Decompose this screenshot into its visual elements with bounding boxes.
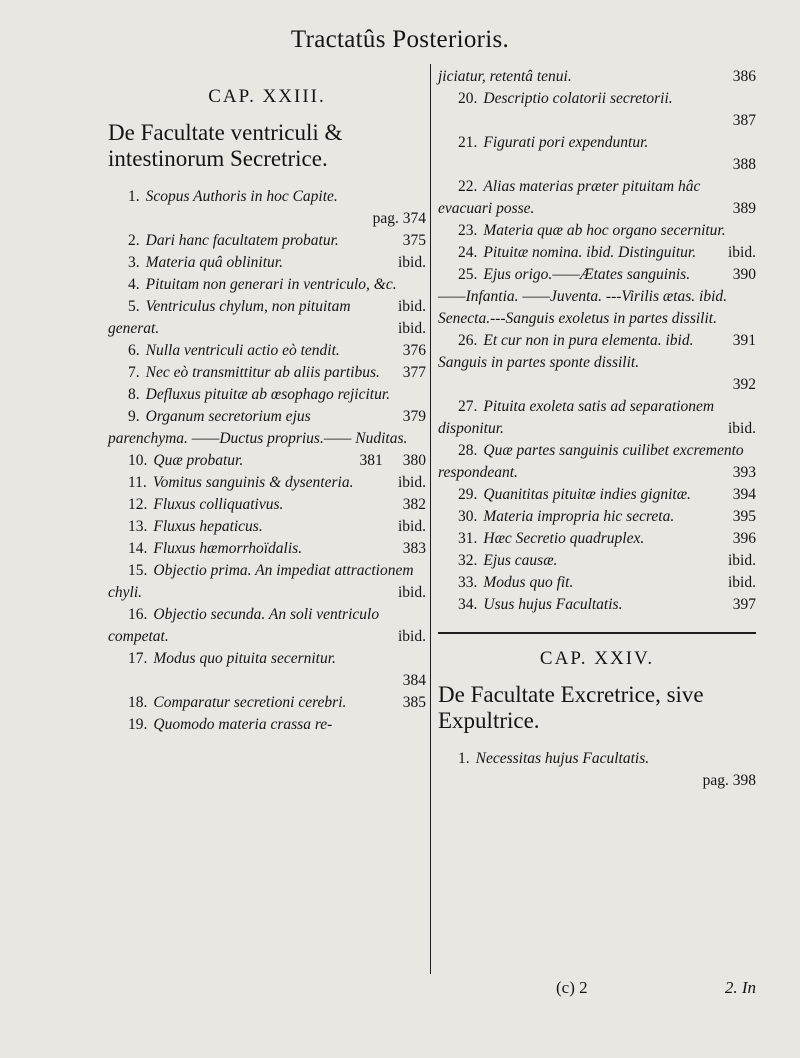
entry-text: Materia quæ ab hoc organo secernitur. bbox=[483, 222, 726, 239]
toc-entry bbox=[438, 572, 756, 594]
entry-page: 397 bbox=[732, 596, 756, 613]
entry-text: Quanititas pituitæ indies gignitæ. bbox=[483, 486, 691, 503]
chapter-title: De Facultate ventriculi & intestinorum Secretrice. bbox=[108, 120, 343, 171]
entry-page: ibid. bbox=[398, 584, 426, 601]
toc-entry bbox=[108, 692, 426, 714]
left-column bbox=[108, 66, 426, 1028]
entry-text: Nec eò transmittitur ab aliis partibus. bbox=[145, 364, 380, 381]
entry-text: Alias materias præter pituitam hâc evacuari posse. bbox=[438, 178, 701, 217]
entry-number: 4. bbox=[128, 276, 140, 293]
entry-number: 24. bbox=[458, 244, 478, 261]
entry-number: 30. bbox=[458, 508, 478, 525]
entry-number: 23. bbox=[458, 222, 478, 239]
entry-text: Fluxus colliquativus. bbox=[153, 496, 284, 513]
entry-number: 6. bbox=[128, 342, 140, 359]
entry-text: Defluxus pituitæ ab œsophago rejicitur. bbox=[145, 386, 391, 403]
entry-text: Ejus origo.——Ætates sanguinis. ——Infantia. ——Juventa. ---Virilis ætas. ibid. Senecta.---Sanguis exoletus in partes dissilit. bbox=[438, 266, 728, 327]
entry-number: 1. bbox=[128, 188, 140, 205]
toc-entry bbox=[108, 274, 426, 315]
entry-page: 380 bbox=[402, 452, 426, 469]
entry-number: 20. bbox=[458, 90, 478, 107]
entry-text: Fluxus hæmorrhoïdalis. bbox=[153, 540, 303, 557]
entry-page: ibid. bbox=[728, 552, 756, 569]
toc-entry bbox=[108, 362, 426, 384]
entry-number: 13. bbox=[128, 518, 148, 535]
entry-number: 15. bbox=[128, 562, 148, 579]
entry-page: 381 bbox=[359, 452, 383, 469]
entry-page: 376 bbox=[402, 342, 426, 359]
entry-text: Scopus Authoris in hoc Capite. bbox=[145, 188, 338, 205]
entry-page: pag. 398 bbox=[702, 772, 756, 789]
signature-mark: (c) 2 bbox=[556, 978, 588, 997]
entry-text: Materia impropria hic secreta. bbox=[483, 508, 675, 525]
left-entry-list bbox=[108, 186, 426, 736]
entry-text: Quæ partes sanguinis cuilibet excremento respondeant. bbox=[438, 442, 744, 481]
entry-text: Modus quo pituita secernitur. bbox=[153, 650, 336, 667]
entry-text: Comparatur secretioni cerebri. bbox=[153, 694, 347, 711]
running-head: Tractatûs Posterioris. bbox=[290, 26, 510, 53]
entry-number: 1. bbox=[458, 750, 470, 767]
entry-text: Vomitus sanguinis & dysenteria. bbox=[152, 474, 354, 491]
toc-entry bbox=[108, 604, 426, 648]
entry-number: 9. bbox=[128, 408, 140, 425]
entry-page: 387 bbox=[732, 112, 756, 129]
entry-number: 19. bbox=[128, 716, 148, 733]
entry-page: 396 bbox=[732, 530, 756, 547]
entry-number: 17. bbox=[128, 650, 148, 667]
entry-page: 385 bbox=[402, 694, 426, 711]
toc-entry bbox=[108, 648, 426, 692]
toc-entry bbox=[108, 384, 426, 425]
toc-entry bbox=[438, 594, 756, 616]
toc-entry bbox=[108, 230, 426, 252]
entry-text: Et cur non in pura elementa. ibid. Sanguis in partes sponte dissilit. bbox=[438, 332, 694, 371]
entry-text: Nulla ventriculi actio eò tendit. bbox=[145, 342, 340, 359]
entry-number: 5. bbox=[128, 298, 140, 315]
entry-number: 22. bbox=[458, 178, 478, 195]
entry-page: 389 bbox=[732, 200, 756, 217]
toc-entry bbox=[438, 484, 756, 506]
entry-page: 394 bbox=[732, 486, 756, 503]
entry-text: Objectio secunda. An soli ventriculo competat. bbox=[108, 606, 380, 645]
entry-page: 388 bbox=[732, 156, 756, 173]
entry-text: Materia quâ oblinitur. bbox=[145, 254, 283, 271]
entry-text: Usus hujus Facultatis. bbox=[483, 596, 623, 613]
toc-entry bbox=[108, 560, 426, 604]
entry-page: 395 bbox=[732, 508, 756, 525]
toc-entry bbox=[438, 176, 756, 220]
toc-entry bbox=[108, 340, 426, 362]
entry-page: 393 bbox=[732, 464, 756, 481]
entry-page: ibid. bbox=[398, 320, 426, 337]
toc-entry bbox=[438, 88, 756, 132]
chapter-heading: CAP. XXIV. bbox=[539, 648, 655, 669]
toc-entry bbox=[108, 516, 426, 538]
entry-text: Dari hanc facultatem probatur. bbox=[145, 232, 339, 249]
entry-page: 379 bbox=[402, 408, 426, 425]
entry-page: 386 bbox=[732, 68, 756, 85]
entry-number: 12. bbox=[128, 496, 148, 513]
toc-entry bbox=[108, 186, 426, 230]
toc-entry bbox=[108, 472, 426, 494]
entry-number: 27. bbox=[458, 398, 478, 415]
entry-number: 10. bbox=[128, 452, 148, 469]
toc-entry bbox=[108, 714, 426, 736]
entry-number: 14. bbox=[128, 540, 148, 557]
entry-page: ibid. bbox=[398, 298, 426, 315]
entry-number: 33. bbox=[458, 574, 478, 591]
entry-text: Hæc Secretio quadruplex. bbox=[483, 530, 645, 547]
entry-page: 377 bbox=[402, 364, 426, 381]
chapter-heading: CAP. XXIII. bbox=[208, 86, 326, 107]
toc-entry bbox=[438, 132, 756, 176]
entry-number: 32. bbox=[458, 552, 478, 569]
right-entry-list bbox=[438, 88, 756, 616]
entry-text: Objectio prima. An impediat attractionem chyli. bbox=[108, 562, 414, 601]
entry-number: 26. bbox=[458, 332, 478, 349]
entry-text: Ventriculus chylum, non pituitam generat. bbox=[108, 298, 351, 337]
entry-page: 383 bbox=[402, 540, 426, 557]
toc-entry bbox=[438, 748, 756, 792]
entry-page: 375 bbox=[402, 232, 426, 249]
entry-text: Necessitas hujus Facultatis. bbox=[475, 750, 650, 767]
toc-entry-continuation bbox=[438, 66, 756, 88]
entry-number: 11. bbox=[128, 474, 147, 491]
entry-number: 21. bbox=[458, 134, 478, 151]
right-column bbox=[438, 66, 756, 1028]
entry-number: 31. bbox=[458, 530, 478, 547]
toc-entry bbox=[438, 396, 756, 440]
entry-number: 8. bbox=[128, 386, 140, 403]
toc-entry bbox=[108, 450, 426, 472]
entry-page: ibid. bbox=[398, 518, 426, 535]
entry-page: 391 bbox=[732, 332, 756, 349]
entry-text: Quæ probatur. bbox=[153, 452, 244, 469]
entry-page: ibid. bbox=[728, 420, 756, 437]
entry-number: 34. bbox=[458, 596, 478, 613]
entry-number: 16. bbox=[128, 606, 148, 623]
entry-page: ibid. bbox=[398, 474, 426, 491]
entry-page: ibid. bbox=[728, 574, 756, 591]
entry-page: 384 bbox=[402, 672, 426, 689]
entry-number: 28. bbox=[458, 442, 478, 459]
entry-text: Pituitæ nomina. ibid. Distinguitur. bbox=[483, 244, 697, 261]
entry-text: Organum secretorium ejus parenchyma. ——Ductus proprius.—— Nuditas. bbox=[108, 408, 408, 447]
entry-text: Pituitam non generari in ventriculo, &c. bbox=[145, 276, 397, 293]
entry-page: ibid. bbox=[398, 254, 426, 271]
toc-entry bbox=[438, 440, 756, 484]
toc-entry bbox=[438, 330, 756, 396]
entry-page: pag. 374 bbox=[372, 210, 426, 227]
column-divider bbox=[430, 64, 431, 974]
toc-entry bbox=[438, 528, 756, 550]
entry-text: jiciatur, retentâ tenui. bbox=[438, 68, 572, 85]
toc-entry bbox=[108, 538, 426, 560]
entry-number: 7. bbox=[128, 364, 140, 381]
entry-page: 392 bbox=[732, 376, 756, 393]
entry-text: Quomodo materia crassa re- bbox=[153, 716, 333, 733]
toc-entry bbox=[108, 494, 426, 516]
catchword: 2. In bbox=[724, 978, 756, 997]
entry-page: ibid. bbox=[398, 628, 426, 645]
entry-number: 2. bbox=[128, 232, 140, 249]
entry-number: 3. bbox=[128, 254, 140, 271]
entry-text: Ejus causæ. bbox=[483, 552, 558, 569]
entry-number: 25. bbox=[458, 266, 478, 283]
toc-entry bbox=[438, 506, 756, 528]
toc-entry bbox=[438, 550, 756, 572]
entry-number: 18. bbox=[128, 694, 148, 711]
entry-text: Descriptio colatorii secretorii. bbox=[483, 90, 673, 107]
entry-text: Figurati pori expenduntur. bbox=[483, 134, 649, 151]
entry-number: 29. bbox=[458, 486, 478, 503]
entry-text: Pituita exoleta satis ad separationem disponitur. bbox=[438, 398, 715, 437]
entry-text: Modus quo fit. bbox=[483, 574, 574, 591]
entry-page: 382 bbox=[402, 496, 426, 513]
toc-entry bbox=[108, 252, 426, 274]
section-rule bbox=[438, 632, 756, 634]
chapter-title: De Facultate Excretrice, sive Expultrice. bbox=[438, 682, 704, 733]
entry-page: 390 bbox=[732, 266, 756, 283]
entry-page: ibid. bbox=[728, 244, 756, 261]
entry-text: Fluxus hepaticus. bbox=[153, 518, 263, 535]
